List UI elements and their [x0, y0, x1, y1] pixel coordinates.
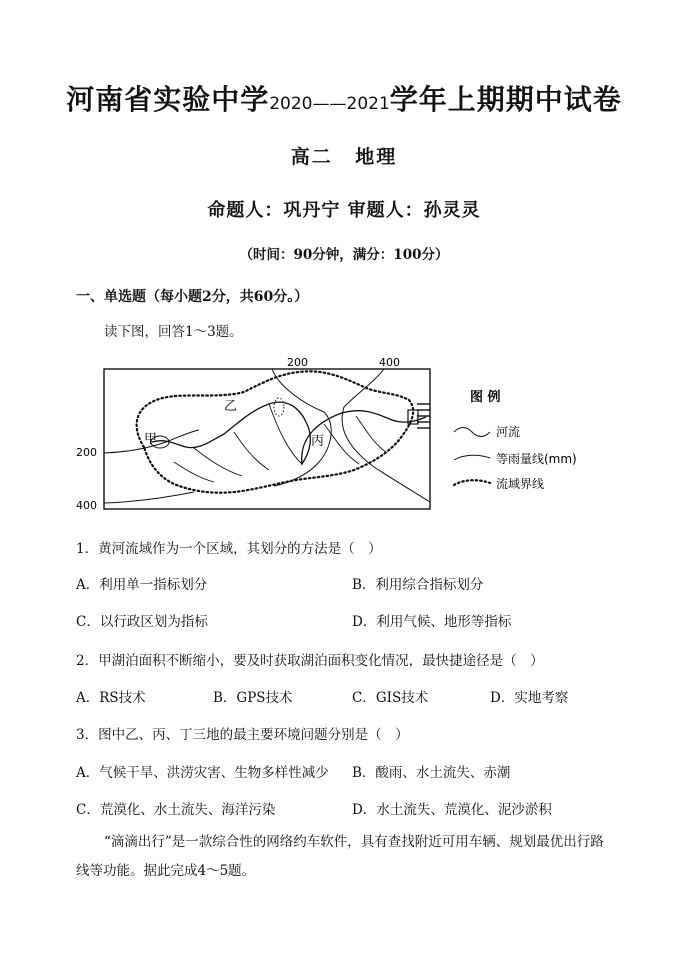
- question-1-stem: 1．黄河流域作为一个区域，其划分的方法是（ ）: [76, 541, 382, 557]
- contour-label: 200: [76, 446, 97, 459]
- passage-didi: “滴滴出行”是一款综合性的网络约车软件，具有查找附近可用车辆、规划最优出行路线等功能。据此完成4～5题。: [76, 834, 604, 879]
- exam-time-info: （时间：90分钟，满分：100分）: [239, 247, 449, 263]
- basin-boundary: [137, 371, 414, 492]
- section-heading: 一、单选题（每小题2分，共60分。）: [76, 289, 309, 305]
- legend-isoline-label: 等雨量线(mm): [496, 452, 577, 466]
- legend-boundary-label: 流域界线: [496, 477, 545, 491]
- isoline-400-sw: [104, 492, 194, 503]
- contour-label: 400: [379, 356, 400, 369]
- tributary-3: [194, 448, 242, 476]
- question-3-option-b: B．酸雨、水土流失、赤潮: [352, 765, 511, 781]
- question-1-option-a: A．利用单一指标划分: [76, 577, 208, 593]
- tributary-5: [356, 416, 386, 452]
- legend-isoline-swatch: [454, 455, 490, 460]
- question-3-option-a: A．气候干旱、洪涝灾害、生物多样性减少: [76, 765, 329, 781]
- tributary-6: [174, 462, 214, 482]
- isoline-200: [272, 369, 331, 486]
- exam-subtitle: 高二 地理: [290, 146, 398, 168]
- title-suffix: 学年上期期中试卷: [389, 83, 622, 116]
- question-2-option-b: B．GPS技术: [213, 690, 293, 706]
- contour-label: 400: [76, 499, 97, 512]
- question-3-option-d: D．水土流失、荒漠化、泥沙淤积: [352, 802, 552, 818]
- tributary-2: [234, 432, 269, 470]
- question-2-option-d: D．实地考察: [490, 690, 569, 706]
- question-3-stem: 3．图中乙、丙、丁三地的最主要环境问题分别是（ ）: [76, 727, 409, 743]
- question-3-option-c: C．荒漠化、水土流失、海洋污染: [76, 802, 276, 818]
- lake-yi: [274, 398, 284, 416]
- legend-river-swatch: [454, 428, 490, 437]
- river-mouth-hatching: [417, 404, 430, 428]
- legend-river-label: 河流: [496, 425, 521, 439]
- question-2-option-c: C．GIS技术: [352, 690, 429, 706]
- yellow-river-basin-map: [74, 352, 594, 522]
- title-years: 2020——2021: [269, 94, 390, 114]
- exam-title: [0, 78, 688, 118]
- question-2-stem: 2．甲湖泊面积不断缩小，要及时获取湖泊面积变化情况，最快捷途径是（ ）: [76, 653, 544, 669]
- exam-authors: 命题人：巩丹宁 审题人：孙灵灵: [207, 200, 481, 221]
- yellow-river: [152, 402, 426, 464]
- region-label-yi: 乙: [224, 399, 238, 414]
- tributary-1: [269, 404, 302, 464]
- contour-label: 200: [287, 356, 308, 369]
- legend-title: 图 例: [470, 390, 501, 405]
- legend-boundary-swatch: [454, 480, 490, 485]
- question-1-option-b: B．利用综合指标划分: [352, 577, 484, 593]
- isoline-400: [342, 369, 430, 502]
- question-1-option-c: C．以行政区划为指标: [76, 614, 208, 630]
- question-1-option-d: D．利用气候、地形等指标: [352, 614, 512, 630]
- region-label-bing: 丙: [311, 434, 325, 449]
- question-2-option-a: A．RS技术: [76, 690, 146, 706]
- region-label-jia: 甲: [144, 432, 158, 447]
- section-intro: 读下图，回答1～3题。: [104, 324, 243, 340]
- title-prefix: 河南省实验中学: [66, 83, 270, 116]
